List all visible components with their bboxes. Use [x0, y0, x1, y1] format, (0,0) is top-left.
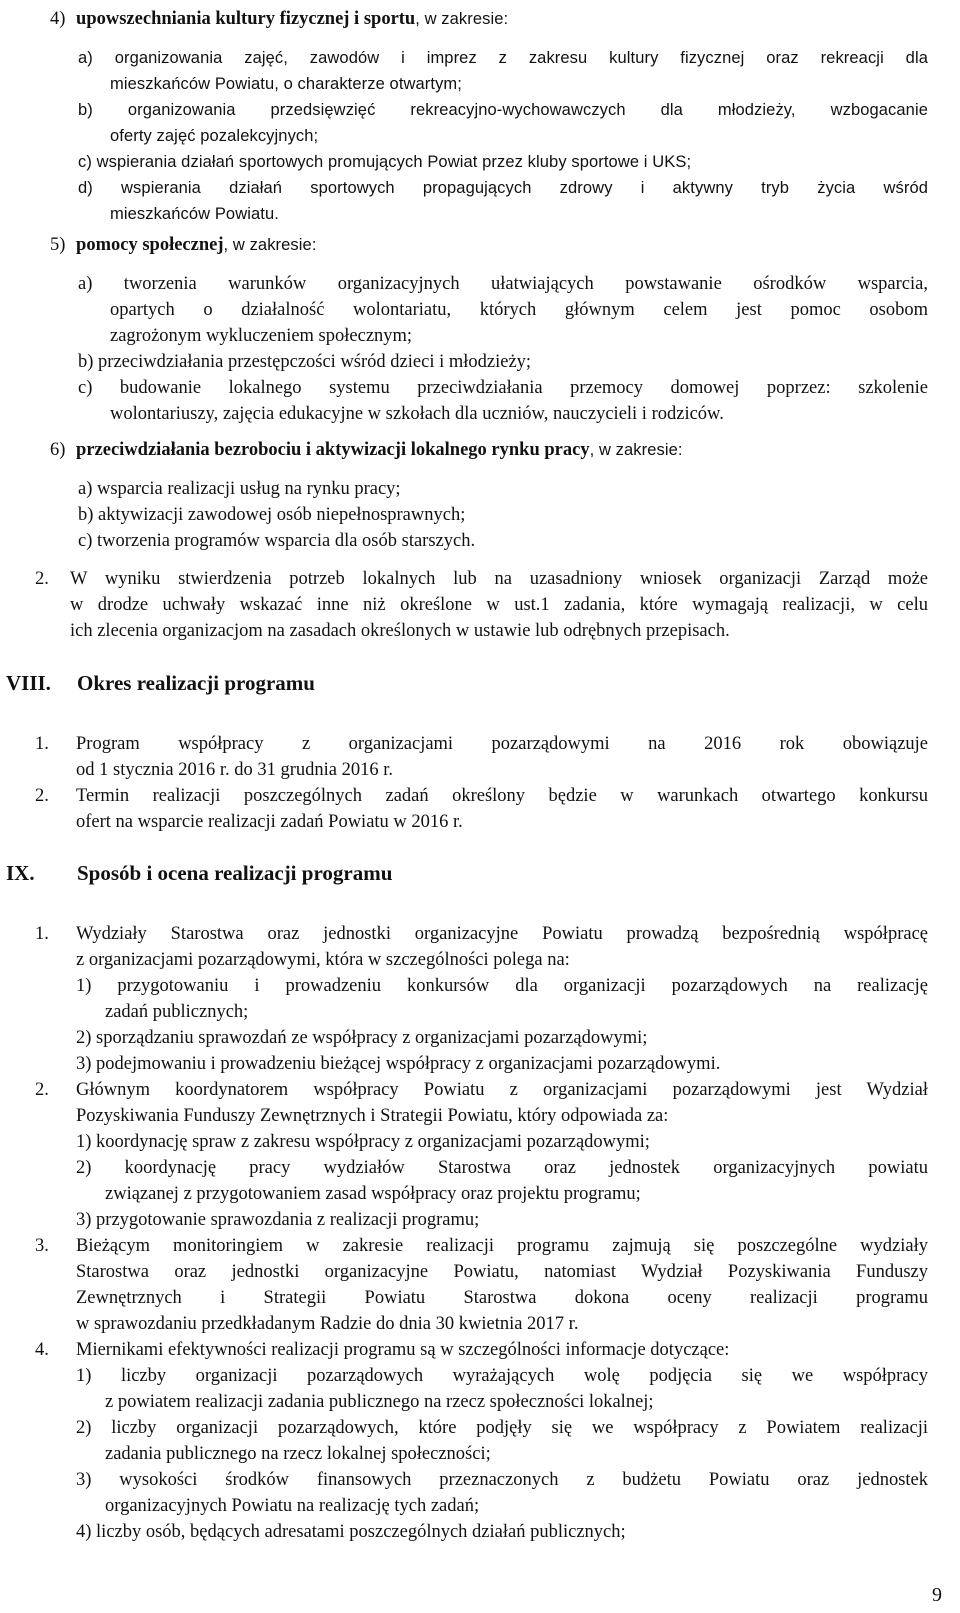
section-4-item-c: c) wspierania działań sportowych promujących Powiat przez kluby sportowe i UKS;: [78, 153, 692, 171]
section-4-item-d-cont: mieszkańców Powiatu.: [110, 205, 279, 223]
ix-point-3-line-2: Starostwa oraz jednostki organizacyjne Powiatu, natomiast Wydział Pozyskiwania Funduszy: [76, 1262, 928, 1282]
section-5-item-a-cont2: zagrożonym wykluczeniem społecznym;: [110, 326, 413, 346]
section-6-item-c: c) tworzenia programów wsparcia dla osób starszych.: [78, 531, 476, 551]
viii-point-1-number: 1.: [35, 734, 49, 754]
ix-point-4-item-4: 4) liczby osób, będących adresatami poszczególnych działań publicznych;: [76, 1522, 626, 1542]
chapter-viii-number: VIII.: [6, 671, 51, 695]
point-2-line-2: w drodze uchwały wskazać inne niż określone w ust.1 zadania, które wymagają realizacji, w celu: [70, 595, 928, 615]
section-4-heading: 4) upowszechniania kultury fizycznej i sportu, w zakresie:: [50, 9, 509, 29]
ix-point-4-line-1: Miernikami efektywności realizacji programu są w szczególności informacje dotyczące:: [76, 1340, 730, 1360]
point-2-line-3: ich zlecenia organizacjom na zasadach określonych w ustawie lub odrębnych przepisach.: [70, 621, 730, 641]
viii-point-2-number: 2.: [35, 786, 49, 806]
chapter-viii-title: Okres realizacji programu: [77, 671, 315, 695]
section-5-item-a-cont: opartych o działalność wolontariatu, których głównym celem jest pomoc osobom: [110, 300, 928, 320]
ix-point-4-number: 4.: [35, 1340, 49, 1360]
ix-point-2-number: 2.: [35, 1080, 49, 1100]
section-5-item-c: c) budowanie lokalnego systemu przeciwdziałania przemocy domowej poprzez: szkolenie: [78, 378, 928, 398]
section-4-item-a: a) organizowania zajęć, zawodów i imprez z zakresu kultury fizycznej oraz rekreacji dla: [78, 49, 928, 67]
ix-point-1-line-1: Wydziały Starostwa oraz jednostki organizacyjne Powiatu prowadzą bezpośrednią współpracę: [76, 924, 928, 944]
ix-point-4-item-2-cont: zadania publicznego na rzecz lokalnej społeczności;: [105, 1444, 491, 1464]
ix-point-4-item-1-cont: z powiatem realizacji zadania publicznego na rzecz społeczności lokalnej;: [105, 1392, 654, 1412]
section-6-item-b: b) aktywizacji zawodowej osób niepełnosprawnych;: [78, 505, 466, 525]
section-5-heading: 5) pomocy społecznej, w zakresie:: [50, 235, 317, 255]
ix-point-2-item-2-cont: związanej z przygotowaniem zasad współpracy oraz projektu programu;: [105, 1184, 641, 1204]
ix-point-4-item-3-cont: organizacyjnych Powiatu na realizację tych zadań;: [105, 1496, 480, 1516]
ix-point-3-line-3: Zewnętrznych i Strategii Powiatu Starostwa dokona oceny realizacji programu: [76, 1288, 928, 1308]
viii-point-2-line-2: ofert na wsparcie realizacji zadań Powiatu w 2016 r.: [76, 812, 463, 832]
ix-point-2-item-2: 2) koordynację pracy wydziałów Starostwa oraz jednostek organizacyjnych powiatu: [76, 1158, 928, 1178]
section-4-item-a-cont: mieszkańców Powiatu, o charakterze otwartym;: [110, 75, 462, 93]
ix-point-2-item-1: 1) koordynację spraw z zakresu współpracy z organizacjami pozarządowymi;: [76, 1132, 650, 1152]
chapter-ix-title: Sposób i ocena realizacji programu: [77, 861, 393, 885]
ix-point-4-item-1: 1) liczby organizacji pozarządowych wyrażających wolę podjęcia się we współpracy: [76, 1366, 928, 1386]
ix-point-3-line-1: Bieżącym monitoringiem w zakresie realizacji programu zajmują się poszczególne wydziały: [76, 1236, 928, 1256]
ix-point-3-number: 3.: [35, 1236, 49, 1256]
point-2-number: 2.: [35, 569, 49, 589]
section-5-item-a: a) tworzenia warunków organizacyjnych ułatwiających powstawanie ośrodków wsparcia,: [78, 274, 928, 294]
ix-point-1-item-3: 3) podejmowaniu i prowadzeniu bieżącej współpracy z organizacjami pozarządowymi.: [76, 1054, 721, 1074]
ix-point-1-item-2: 2) sporządzaniu sprawozdań ze współpracy z organizacjami pozarządowymi;: [76, 1028, 648, 1048]
ix-point-2-item-3: 3) przygotowanie sprawozdania z realizacji programu;: [76, 1210, 480, 1230]
section-5-item-c-cont: wolontariuszy, zajęcia edukacyjne w szkołach dla uczniów, nauczycieli i rodziców.: [110, 404, 724, 424]
ix-point-4-item-3: 3) wysokości środków finansowych przeznaczonych z budżetu Powiatu oraz jednostek: [76, 1470, 928, 1490]
chapter-ix-number: IX.: [6, 861, 35, 885]
point-2-line-1: W wyniku stwierdzenia potrzeb lokalnych lub na uzasadniony wniosek organizacji Zarząd może: [70, 569, 928, 589]
viii-point-2-line-1: Termin realizacji poszczególnych zadań określony będzie w warunkach otwartego konkursu: [76, 786, 928, 806]
section-6-heading: 6) przeciwdziałania bezrobociu i aktywizacji lokalnego rynku pracy, w zakresie:: [50, 440, 683, 460]
ix-point-1-number: 1.: [35, 924, 49, 944]
ix-point-2-line-2: Pozyskiwania Funduszy Zewnętrznych i Strategii Powiatu, który odpowiada za:: [76, 1106, 669, 1126]
viii-point-1-line-2: od 1 stycznia 2016 r. do 31 grudnia 2016 r.: [76, 760, 394, 780]
section-5-item-b: b) przeciwdziałania przestępczości wśród dzieci i młodzieży;: [78, 352, 532, 372]
ix-point-1-item-1: 1) przygotowaniu i prowadzeniu konkursów dla organizacji pozarządowych na realizację: [76, 976, 928, 996]
ix-point-1-line-2: z organizacjami pozarządowymi, która w szczególności polega na:: [76, 950, 570, 970]
section-4-item-b: b) organizowania przedsięwzięć rekreacyjno-wychowawczych dla młodzieży, wzbogacanie: [78, 101, 928, 119]
viii-point-1-line-1: Program współpracy z organizacjami pozarządowymi na 2016 rok obowiązuje: [76, 734, 928, 754]
section-6-item-a: a) wsparcia realizacji usług na rynku pracy;: [78, 479, 401, 499]
page-number: 9: [932, 1584, 942, 1606]
ix-point-2-line-1: Głównym koordynatorem współpracy Powiatu z organizacjami pozarządowymi jest Wydział: [76, 1080, 928, 1100]
section-4-item-d: d) wspierania działań sportowych propagujących zdrowy i aktywny tryb życia wśród: [78, 179, 928, 197]
ix-point-1-item-1-cont: zadań publicznych;: [105, 1002, 249, 1022]
section-4-item-b-cont: oferty zajęć pozalekcyjnych;: [110, 127, 319, 145]
ix-point-4-item-2: 2) liczby organizacji pozarządowych, które podjęły się we współpracy z Powiatem realizacji: [76, 1418, 928, 1438]
ix-point-3-line-4: w sprawozdaniu przedkładanym Radzie do dnia 30 kwietnia 2017 r.: [76, 1314, 579, 1334]
